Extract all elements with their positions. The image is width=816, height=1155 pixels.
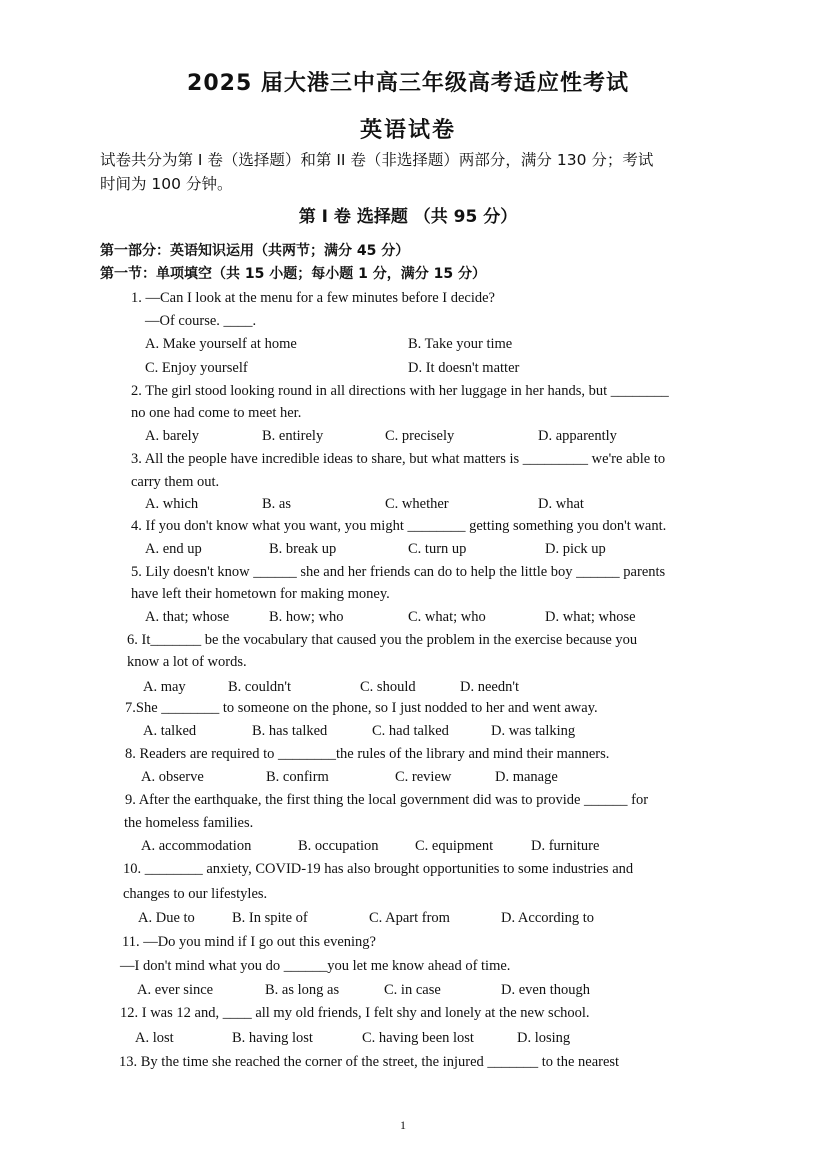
question-1-option-d: D. It doesn't matter bbox=[408, 360, 520, 376]
question-12-option-b: B. having lost bbox=[232, 1030, 313, 1046]
question-7-option-d: D. was talking bbox=[491, 723, 576, 739]
question-6-stem: 6. It_______ be the vocabulary that caused you the problem in the exercise because you bbox=[127, 632, 638, 648]
exam-title: 2025 届大港三中高三年级高考适应性考试 bbox=[187, 71, 629, 96]
question-12-option-a: A. lost bbox=[135, 1030, 174, 1046]
question-1-option-a: A. Make yourself at home bbox=[145, 336, 297, 352]
question-9-option-a: A. accommodation bbox=[141, 838, 252, 854]
question-7-stem: 7.She ________ to someone on the phone, so I just nodded to her and went away. bbox=[125, 700, 598, 716]
question-12-option-d: D. losing bbox=[517, 1030, 571, 1046]
question-4-option-c: C. turn up bbox=[408, 541, 467, 557]
question-7-option-c: C. had talked bbox=[372, 723, 449, 739]
question-5-stem: 5. Lily doesn't know ______ she and her friends can do to help the little boy ______ parents bbox=[131, 564, 666, 580]
question-2-option-a: A. barely bbox=[145, 428, 199, 444]
question-11-stem-2: —I don't mind what you do ______you let me know ahead of time. bbox=[120, 958, 511, 974]
question-1-stem: 1. —Can I look at the menu for a few minutes before I decide? bbox=[131, 290, 495, 306]
question-9-option-d: D. furniture bbox=[531, 838, 600, 854]
question-11-option-a: A. ever since bbox=[137, 982, 214, 998]
question-4-option-d: D. pick up bbox=[545, 541, 606, 557]
page-number: 1 bbox=[400, 1118, 406, 1132]
question-12-stem: 12. I was 12 and, ____ all my old friends, I felt shy and lonely at the new school. bbox=[120, 1005, 590, 1021]
question-8-option-b: B. confirm bbox=[266, 769, 329, 785]
question-9-option-b: B. occupation bbox=[298, 838, 379, 854]
question-10-option-c: C. Apart from bbox=[369, 910, 450, 926]
question-6-option-b: B. couldn't bbox=[228, 679, 292, 695]
question-4-option-a: A. end up bbox=[145, 541, 202, 557]
question-3-stem-2: carry them out. bbox=[131, 474, 220, 490]
question-11-option-d: D. even though bbox=[501, 982, 590, 998]
question-5-option-d: D. what; whose bbox=[545, 609, 636, 625]
question-3-option-b: B. as bbox=[262, 496, 291, 512]
section-title: 第 I 卷 选择题 （共 95 分） bbox=[298, 207, 518, 227]
subpart-heading: 第一节：单项填空（共 15 小题；每小题 1 分，满分 15 分） bbox=[100, 266, 486, 282]
question-12-option-c: C. having been lost bbox=[362, 1030, 474, 1046]
question-10-stem: 10. ________ anxiety, COVID-19 has also brought opportunities to some industries and bbox=[123, 861, 634, 877]
question-4-stem: 4. If you don't know what you want, you might ________ getting something you don't want. bbox=[131, 518, 667, 534]
question-2-option-d: D. apparently bbox=[538, 428, 617, 444]
exam-subtitle: 英语试卷 bbox=[359, 118, 456, 143]
question-2-stem: 2. The girl stood looking round in all directions with her luggage in her hands, but ________ bbox=[131, 383, 669, 399]
question-6-option-a: A. may bbox=[143, 679, 186, 695]
question-3-option-d: D. what bbox=[538, 496, 584, 512]
question-11-option-b: B. as long as bbox=[265, 982, 340, 998]
question-10-option-b: B. In spite of bbox=[232, 910, 308, 926]
question-2-option-b: B. entirely bbox=[262, 428, 324, 444]
question-1-option-c: C. Enjoy yourself bbox=[145, 360, 248, 376]
question-6-stem-2: know a lot of words. bbox=[127, 654, 247, 670]
question-5-option-b: B. how; who bbox=[269, 609, 344, 625]
question-6-option-d: D. needn't bbox=[460, 679, 519, 695]
question-3-option-c: C. whether bbox=[385, 496, 449, 512]
question-8-option-d: D. manage bbox=[495, 769, 558, 785]
question-2-stem-2: no one had come to meet her. bbox=[131, 405, 302, 421]
question-7-option-b: B. has talked bbox=[252, 723, 328, 739]
question-10-option-d: D. According to bbox=[501, 910, 595, 926]
question-10-stem-2: changes to our lifestyles. bbox=[123, 886, 268, 902]
question-5-stem-2: have left their hometown for making money. bbox=[131, 586, 390, 602]
question-8-option-c: C. review bbox=[395, 769, 452, 785]
intro-line-1: 试卷共分为第 I 卷（选择题）和第 II 卷（非选择题）两部分，满分 130 分；考试 bbox=[100, 151, 654, 169]
question-4-option-b: B. break up bbox=[269, 541, 337, 557]
question-8-option-a: A. observe bbox=[141, 769, 204, 785]
intro-line-2: 时间为 100 分钟。 bbox=[100, 175, 233, 193]
question-7-option-a: A. talked bbox=[143, 723, 197, 739]
question-11-option-c: C. in case bbox=[384, 982, 441, 998]
question-2-option-c: C. precisely bbox=[385, 428, 455, 444]
question-11-stem: 11. —Do you mind if I go out this evening? bbox=[122, 934, 376, 950]
question-1-option-b: B. Take your time bbox=[408, 336, 513, 352]
part-heading: 第一部分：英语知识运用（共两节；满分 45 分） bbox=[100, 243, 410, 259]
question-10-option-a: A. Due to bbox=[138, 910, 195, 926]
question-9-stem-2: the homeless families. bbox=[124, 815, 254, 831]
question-1-stem-2: —Of course. ____. bbox=[145, 313, 257, 329]
question-9-option-c: C. equipment bbox=[415, 838, 494, 854]
question-3-stem: 3. All the people have incredible ideas to share, but what matters is _________ we're able to bbox=[131, 451, 666, 467]
question-8-stem: 8. Readers are required to ________the rules of the library and mind their manners. bbox=[125, 746, 610, 762]
question-5-option-c: C. what; who bbox=[408, 609, 486, 625]
question-13-stem: 13. By the time she reached the corner of the street, the injured _______ to the nearest bbox=[119, 1054, 620, 1070]
question-3-option-a: A. which bbox=[145, 496, 199, 512]
question-9-stem: 9. After the earthquake, the first thing the local government did was to provide ______ for bbox=[125, 792, 649, 808]
question-6-option-c: C. should bbox=[360, 679, 416, 695]
question-5-option-a: A. that; whose bbox=[145, 609, 230, 625]
